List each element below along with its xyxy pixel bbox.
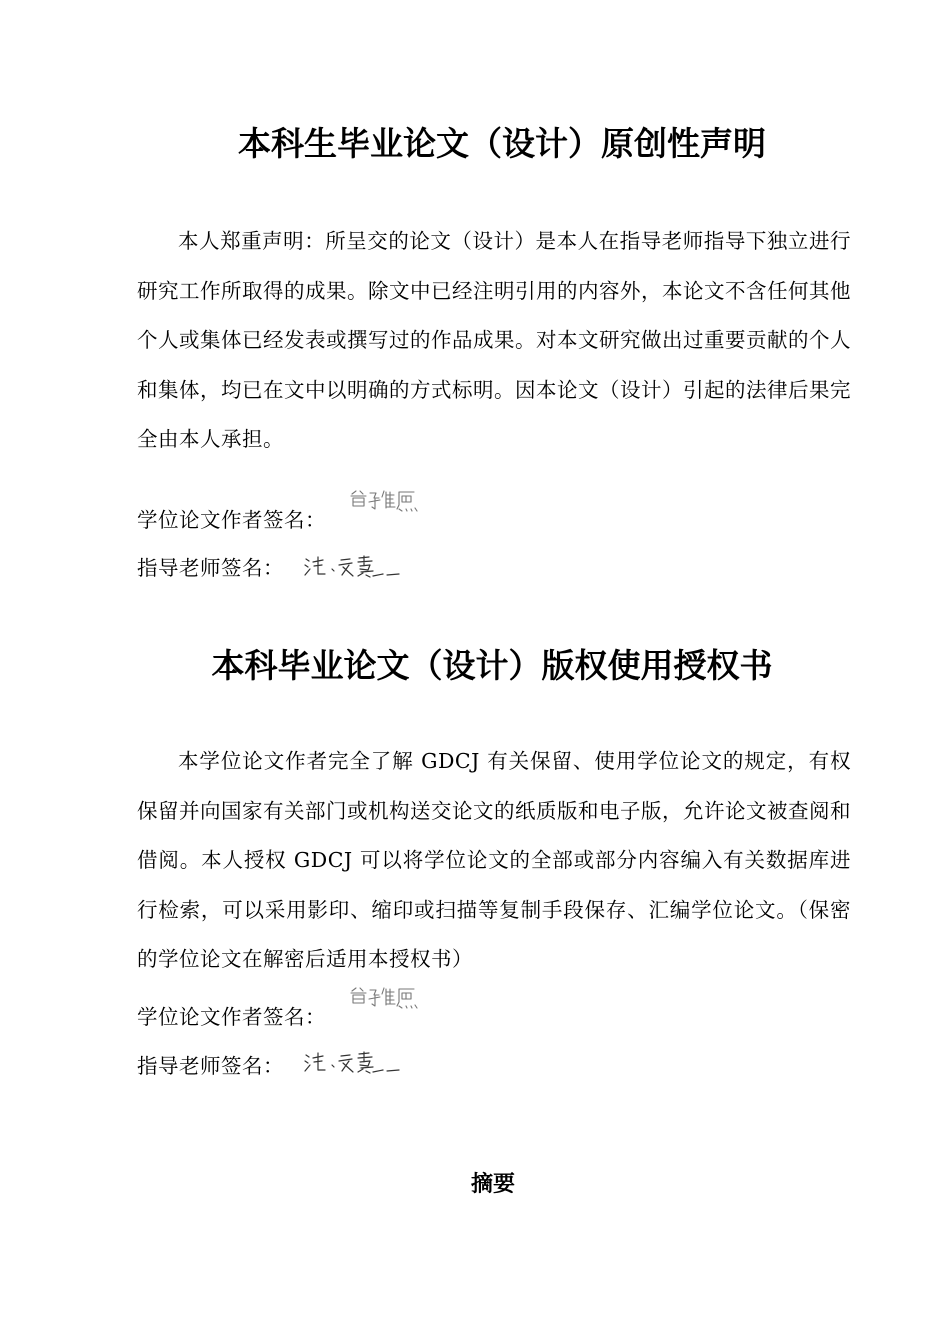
declaration-title: 本科生毕业论文（设计）原创性声明 [238, 124, 766, 163]
declaration-body: 本人郑重声明：所呈交的论文（设计）是本人在指导老师指导下独立进行研究工作所取得的成果。除文中已经注明引用的内容外，本论文不含任何其他个人或集体已经发表或撰写过的作品成果。对本文研究做出过重要贡献的个人和集体，均已在文中以明确的方式标明。因本论文（设计）引起的法律后果完全由本人承担。 [137, 229, 851, 451]
copyright-advisor-sign-label: 指导老师签名： [137, 1054, 284, 1078]
abstract-heading: 摘要 [470, 1172, 515, 1197]
copyright-advisor-signature [303, 1050, 403, 1076]
declaration-advisor-sign-label: 指导老师签名： [137, 556, 284, 580]
copyright-body: 本学位论文作者完全了解 GDCJ 有关保留、使用学位论文的规定，有权保留并向国家有关部门或机构送交论文的纸质版和电子版，允许论文被查阅和借阅。本人授权 GDCJ 可以将学位论文的全部或部分内容编入有关数据库进行检索，可以采用影印、缩印或扫描等复制手段保存、汇编学位论文。（保密的学位论文在解密后适用本授权书） [137, 749, 851, 971]
declaration-advisor-signature [303, 554, 403, 580]
declaration-author-sign-label: 学位论文作者签名： [137, 508, 326, 532]
declaration-author-signature [348, 488, 420, 514]
copyright-author-sign-label: 学位论文作者签名： [137, 1005, 326, 1029]
copyright-author-signature [348, 985, 420, 1011]
copyright-title: 本科毕业论文（设计）版权使用授权书 [211, 646, 773, 685]
